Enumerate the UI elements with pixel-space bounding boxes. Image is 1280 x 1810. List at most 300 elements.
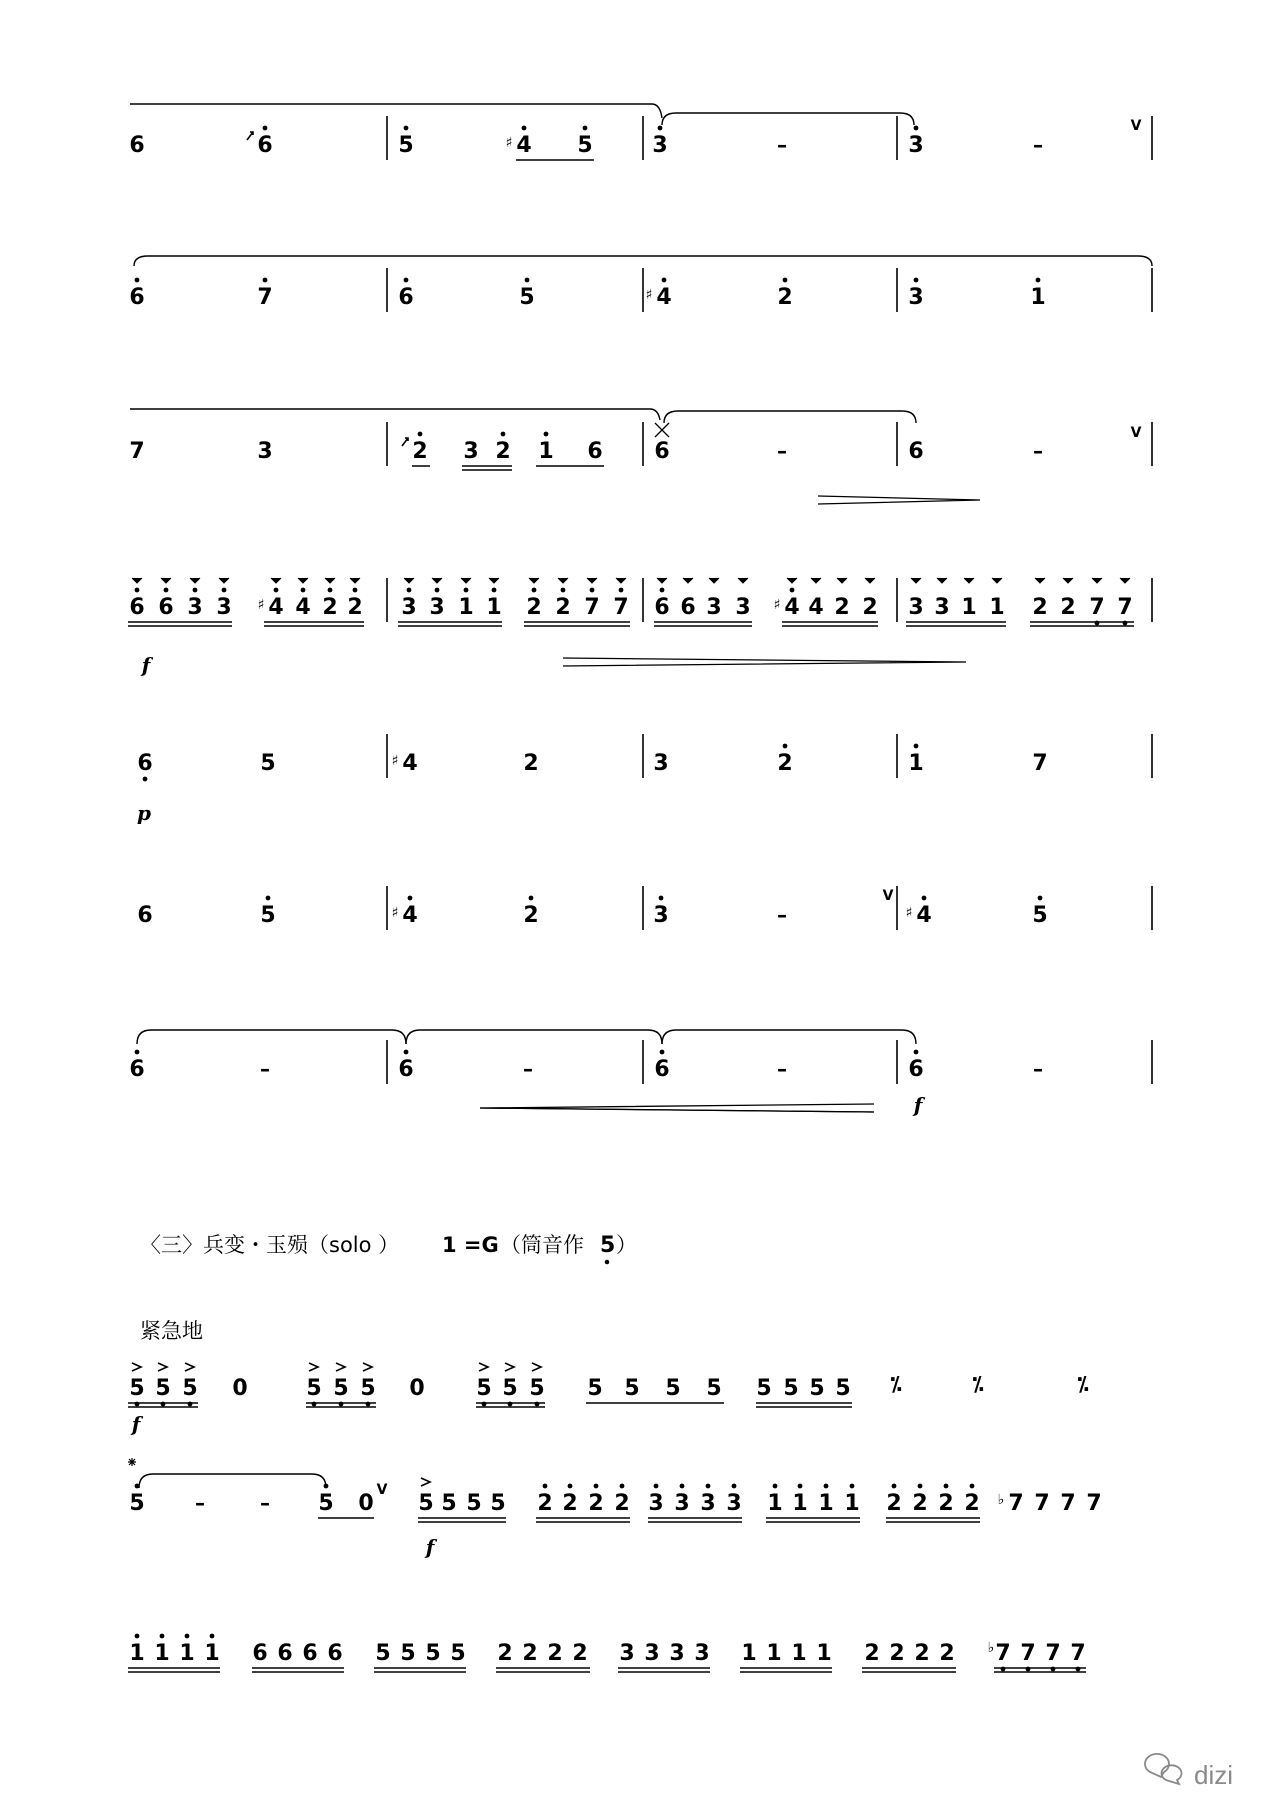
note-digit: 1 <box>179 1641 195 1666</box>
octave-up-dot <box>210 1634 215 1639</box>
section-title: 〈三〉兵变・玉殒（solo ） <box>140 1233 400 1257</box>
note <box>495 432 510 464</box>
note-digit: 3 <box>669 1641 685 1666</box>
sustain-dash: – <box>523 1057 533 1081</box>
accent-mark <box>421 1478 430 1486</box>
staccato-mark <box>325 578 335 583</box>
staccato-mark <box>432 578 442 583</box>
octave-up-dot <box>301 588 306 593</box>
note-digit: 2 <box>939 1641 955 1666</box>
note <box>1060 1491 1075 1516</box>
note-digit: 2 <box>864 1641 880 1666</box>
note-digit: 2 <box>912 1491 928 1516</box>
note <box>526 578 541 620</box>
note <box>523 751 538 776</box>
note-digit: 2 <box>522 1641 538 1666</box>
dynamic-forte: f <box>425 1535 435 1559</box>
key-signature: 1 =G <box>442 1233 499 1257</box>
sustain-dash: – <box>777 133 787 157</box>
sharp-sign: ♯ <box>645 287 653 303</box>
note-digit: 1 <box>908 751 924 776</box>
octave-up-dot <box>464 588 469 593</box>
note-digit: 5 <box>129 1376 145 1401</box>
note-digit: 6 <box>257 133 273 158</box>
note <box>741 1641 756 1666</box>
staccato-mark <box>964 578 974 583</box>
octave-up-dot <box>783 744 788 749</box>
octave-down-dot <box>605 1260 610 1265</box>
note-digit: 6 <box>137 751 153 776</box>
note <box>735 578 750 620</box>
line-2 <box>129 256 1152 312</box>
sharp-sign: ♯ <box>773 597 781 613</box>
note-digit: 2 <box>547 1641 563 1666</box>
note-digit: 3 <box>429 595 445 620</box>
note <box>908 578 923 620</box>
note-digit: 2 <box>572 1641 588 1666</box>
octave-up-dot <box>522 126 527 131</box>
note <box>476 1363 491 1406</box>
dynamic-forte: f <box>131 1412 141 1436</box>
note <box>1089 578 1104 625</box>
note <box>835 1376 850 1401</box>
note-digit: 2 <box>347 595 363 620</box>
note-digit: 2 <box>497 1641 513 1666</box>
note <box>358 1491 373 1516</box>
note <box>129 578 144 620</box>
sustain-dash: – <box>1033 439 1043 463</box>
note <box>908 278 923 310</box>
fingering-close: ） <box>616 1233 637 1257</box>
note-digit: 3 <box>735 595 751 620</box>
accent-mark <box>185 1363 194 1371</box>
note-digit: 5 <box>502 1376 518 1401</box>
note-digit: 1 <box>538 439 554 464</box>
slur <box>137 1030 406 1044</box>
octave-up-dot <box>544 432 549 437</box>
note-digit: 2 <box>938 1491 954 1516</box>
note <box>669 1641 684 1666</box>
note-digit: 1 <box>204 1641 220 1666</box>
note <box>360 1363 375 1406</box>
note-digit: 1 <box>816 1641 832 1666</box>
note-digit: 7 <box>257 285 273 310</box>
note-digit: 1 <box>961 595 977 620</box>
octave-up-dot <box>407 588 412 593</box>
note <box>577 126 592 158</box>
octave-up-dot <box>492 588 497 593</box>
staccato-mark <box>1063 578 1073 583</box>
octave-up-dot <box>568 1484 573 1489</box>
note <box>302 1641 317 1666</box>
note <box>767 1484 782 1516</box>
note <box>624 1376 639 1401</box>
note <box>260 751 275 776</box>
staccato-mark <box>404 578 414 583</box>
note-digit: 2 <box>555 595 571 620</box>
note <box>934 578 949 620</box>
note <box>912 1484 927 1516</box>
note <box>1032 751 1047 776</box>
octave-up-dot <box>583 126 588 131</box>
flat-sign: ♭ <box>997 1492 1005 1508</box>
note <box>1045 1641 1060 1671</box>
octave-up-dot <box>850 1484 855 1489</box>
note-digit: 2 <box>862 595 878 620</box>
note-digit: 4 <box>268 595 284 620</box>
note-digit: 6 <box>302 1641 318 1666</box>
note <box>1020 1641 1035 1671</box>
sustain-dash: – <box>777 1057 787 1081</box>
note-digit: 4 <box>784 595 800 620</box>
note <box>619 1641 634 1666</box>
staccato-mark <box>937 578 947 583</box>
note <box>129 439 144 464</box>
octave-up-dot <box>135 1634 140 1639</box>
note-digit: 6 <box>158 595 174 620</box>
note <box>450 1641 465 1666</box>
accent-mark <box>336 1363 345 1371</box>
sharp-sign: ♯ <box>905 905 913 921</box>
note <box>766 1641 781 1666</box>
octave-up-dot <box>404 278 409 283</box>
note <box>497 1641 512 1666</box>
sharp-sign: ♯ <box>505 135 513 151</box>
note <box>809 1376 824 1401</box>
note-digit: 2 <box>964 1491 980 1516</box>
note <box>463 439 478 464</box>
note-digit: 6 <box>277 1641 293 1666</box>
note-digit: 7 <box>1045 1641 1061 1666</box>
note <box>187 578 202 620</box>
sustain-dash: – <box>195 1491 205 1515</box>
note-digit: 2 <box>523 903 539 928</box>
note <box>247 126 273 158</box>
octave-up-dot <box>135 278 140 283</box>
note <box>129 1050 144 1082</box>
staccato-mark <box>865 578 875 583</box>
note <box>654 439 669 464</box>
note <box>726 1484 741 1516</box>
staccato-mark <box>461 578 471 583</box>
note-digit: 4 <box>916 903 932 928</box>
note <box>529 1363 544 1406</box>
note-digit: 1 <box>791 1641 807 1666</box>
note <box>1034 1491 1049 1516</box>
octave-up-dot <box>263 126 268 131</box>
note <box>1086 1491 1101 1516</box>
staccato-mark <box>616 578 626 583</box>
star-mark <box>128 1458 136 1466</box>
note <box>429 578 444 620</box>
note <box>392 751 418 776</box>
fingering-text: （筒音作 <box>500 1233 584 1257</box>
flat-sign: ♭ <box>987 1640 995 1656</box>
note-digit: 1 <box>844 1491 860 1516</box>
octave-up-dot <box>525 278 530 283</box>
repeat-sign: ⁒ <box>890 1372 902 1396</box>
note <box>486 578 501 620</box>
staccato-mark <box>298 578 308 583</box>
octave-up-dot <box>620 1484 625 1489</box>
note <box>665 1376 680 1401</box>
note-digit: 5 <box>519 285 535 310</box>
note-digit: 3 <box>694 1641 710 1666</box>
note-digit: 3 <box>908 285 924 310</box>
slur <box>664 411 916 423</box>
note-digit: 3 <box>653 903 669 928</box>
staccato-mark <box>837 578 847 583</box>
note <box>777 744 792 776</box>
accent-mark <box>505 1363 514 1371</box>
note-digit: 5 <box>418 1491 434 1516</box>
sustain-dash: – <box>1033 133 1043 157</box>
note-digit: 6 <box>327 1641 343 1666</box>
note-digit: 3 <box>216 595 232 620</box>
note <box>333 1363 348 1406</box>
note-digit: 5 <box>587 1376 603 1401</box>
note <box>906 896 932 928</box>
note <box>961 578 976 620</box>
note-digit: 6 <box>654 1057 670 1082</box>
note <box>547 1641 562 1666</box>
note <box>864 1641 879 1666</box>
octave-up-dot <box>914 1050 919 1055</box>
octave-up-dot <box>654 1484 659 1489</box>
note <box>808 578 823 620</box>
note <box>129 1363 144 1406</box>
slur <box>139 1474 326 1488</box>
note <box>260 896 275 928</box>
octave-up-dot <box>532 588 537 593</box>
octave-up-dot <box>658 126 663 131</box>
octave-up-dot <box>160 1634 165 1639</box>
note-digit: 0 <box>409 1376 425 1401</box>
note <box>654 1050 669 1082</box>
note <box>1030 278 1045 310</box>
note-digit: 3 <box>187 595 203 620</box>
octave-up-dot <box>324 1484 329 1489</box>
note-digit: 4 <box>516 133 532 158</box>
sustain-dash: – <box>777 903 787 927</box>
note <box>706 1376 721 1401</box>
note <box>654 578 669 620</box>
staccato-mark <box>219 578 229 583</box>
note <box>818 1484 833 1516</box>
note-digit: 1 <box>154 1641 170 1666</box>
note-digit: 7 <box>1089 595 1105 620</box>
note-digit: 6 <box>252 1641 268 1666</box>
slur <box>662 1030 916 1044</box>
sharp-sign: ♯ <box>391 753 399 769</box>
note <box>644 1641 659 1666</box>
octave-up-dot <box>501 432 506 437</box>
breath-mark: V <box>1130 118 1142 134</box>
note-digit: 7 <box>1008 1491 1024 1516</box>
breath-mark: V <box>376 1482 388 1498</box>
note <box>914 1641 929 1666</box>
note-digit: 2 <box>412 439 428 464</box>
note-digit: 2 <box>889 1641 905 1666</box>
note-digit: 1 <box>818 1491 834 1516</box>
note <box>322 578 337 620</box>
octave-up-dot <box>706 1484 711 1489</box>
accent-mark <box>158 1363 167 1371</box>
note-digit: 6 <box>398 285 414 310</box>
note-digit: 3 <box>648 1491 664 1516</box>
note <box>584 578 599 620</box>
note <box>680 578 695 620</box>
octave-up-dot <box>892 1484 897 1489</box>
tempo-marking: 紧急地 <box>140 1319 203 1343</box>
note-digit: 5 <box>306 1376 322 1401</box>
note <box>400 1641 415 1666</box>
note <box>409 1376 424 1401</box>
staccato-mark <box>709 578 719 583</box>
note <box>523 896 538 928</box>
staccato-mark <box>811 578 821 583</box>
note <box>441 1491 456 1516</box>
note <box>306 1363 321 1406</box>
note <box>502 1363 517 1406</box>
note-digit: 6 <box>129 133 145 158</box>
octave-up-dot <box>783 278 788 283</box>
sharp-sign: ♯ <box>257 597 265 613</box>
octave-up-dot <box>790 588 795 593</box>
note <box>908 744 923 776</box>
octave-up-dot <box>135 588 140 593</box>
note-digit: 5 <box>706 1376 722 1401</box>
note-digit: 7 <box>1060 1491 1076 1516</box>
note-digit: 5 <box>1032 903 1048 928</box>
note-digit: 3 <box>653 751 669 776</box>
note <box>694 1641 709 1666</box>
note <box>257 439 272 464</box>
note-digit: 2 <box>526 595 542 620</box>
note-digit: 6 <box>587 439 603 464</box>
note <box>774 578 800 620</box>
note <box>908 439 923 464</box>
line-9 <box>128 1458 1102 1559</box>
note-digit: 1 <box>458 595 474 620</box>
staccato-mark <box>683 578 693 583</box>
note <box>182 1363 197 1406</box>
note <box>989 578 1004 620</box>
note <box>834 578 849 620</box>
note-digit: 3 <box>908 595 924 620</box>
staccato-mark <box>1092 578 1102 583</box>
note <box>588 1484 603 1516</box>
note-digit: 6 <box>680 595 696 620</box>
note-digit: 1 <box>766 1641 782 1666</box>
note <box>216 578 231 620</box>
note <box>862 578 877 620</box>
note <box>777 278 792 310</box>
note <box>939 1641 954 1666</box>
octave-up-dot <box>404 1050 409 1055</box>
note-digit: 3 <box>934 595 950 620</box>
note-digit: 0 <box>358 1491 374 1516</box>
accent-mark <box>132 1363 141 1371</box>
octave-up-dot <box>798 1484 803 1489</box>
note <box>129 1634 144 1666</box>
octave-up-dot <box>328 588 333 593</box>
note-digit: 7 <box>1086 1491 1102 1516</box>
note <box>458 578 473 620</box>
octave-up-dot <box>594 1484 599 1489</box>
decrescendo-hairpin <box>563 658 966 666</box>
octave-up-dot <box>435 588 440 593</box>
note <box>572 1641 587 1666</box>
note-digit: 7 <box>995 1641 1011 1666</box>
note <box>908 126 923 158</box>
accent-mark <box>532 1363 541 1371</box>
note <box>232 1376 247 1401</box>
note <box>519 278 534 310</box>
note-digit: 2 <box>562 1491 578 1516</box>
note-digit: 1 <box>767 1491 783 1516</box>
turn-mark <box>655 423 669 437</box>
octave-up-dot <box>404 126 409 131</box>
note-digit: 5 <box>398 133 414 158</box>
note-digit: 7 <box>1032 751 1048 776</box>
note <box>562 1484 577 1516</box>
note-digit: 5 <box>441 1491 457 1516</box>
staccato-mark <box>787 578 797 583</box>
octave-up-dot <box>274 588 279 593</box>
note-digit: 6 <box>129 595 145 620</box>
note <box>998 1491 1024 1516</box>
octave-up-dot <box>590 588 595 593</box>
staccato-mark <box>657 578 667 583</box>
note <box>964 1484 979 1516</box>
note-digit: 3 <box>644 1641 660 1666</box>
note-digit: 5 <box>577 133 593 158</box>
note-digit: 3 <box>652 133 668 158</box>
note <box>295 578 310 620</box>
note-digit: 6 <box>129 1057 145 1082</box>
octave-up-dot <box>408 896 413 901</box>
note-digit: 6 <box>137 903 153 928</box>
accent-mark <box>479 1363 488 1371</box>
grace-mark <box>402 438 408 446</box>
note-digit: 5 <box>260 751 276 776</box>
note-digit: 1 <box>792 1491 808 1516</box>
note <box>466 1491 481 1516</box>
note <box>137 903 152 928</box>
note <box>1060 578 1075 620</box>
note <box>258 578 284 620</box>
note <box>1070 1641 1085 1671</box>
note-digit: 1 <box>1030 285 1046 310</box>
octave-up-dot <box>659 896 664 901</box>
note <box>155 1363 170 1406</box>
note <box>398 126 413 158</box>
note-digit: 3 <box>700 1491 716 1516</box>
octave-up-dot <box>914 744 919 749</box>
note <box>908 1050 923 1082</box>
staccato-mark <box>558 578 568 583</box>
note <box>889 1641 904 1666</box>
staccato-mark <box>489 578 499 583</box>
octave-up-dot <box>543 1484 548 1489</box>
note <box>506 126 532 158</box>
octave-up-dot <box>529 896 534 901</box>
note-digit: 3 <box>706 595 722 620</box>
note <box>327 1641 342 1666</box>
staccato-mark <box>529 578 539 583</box>
octave-up-dot <box>944 1484 949 1489</box>
